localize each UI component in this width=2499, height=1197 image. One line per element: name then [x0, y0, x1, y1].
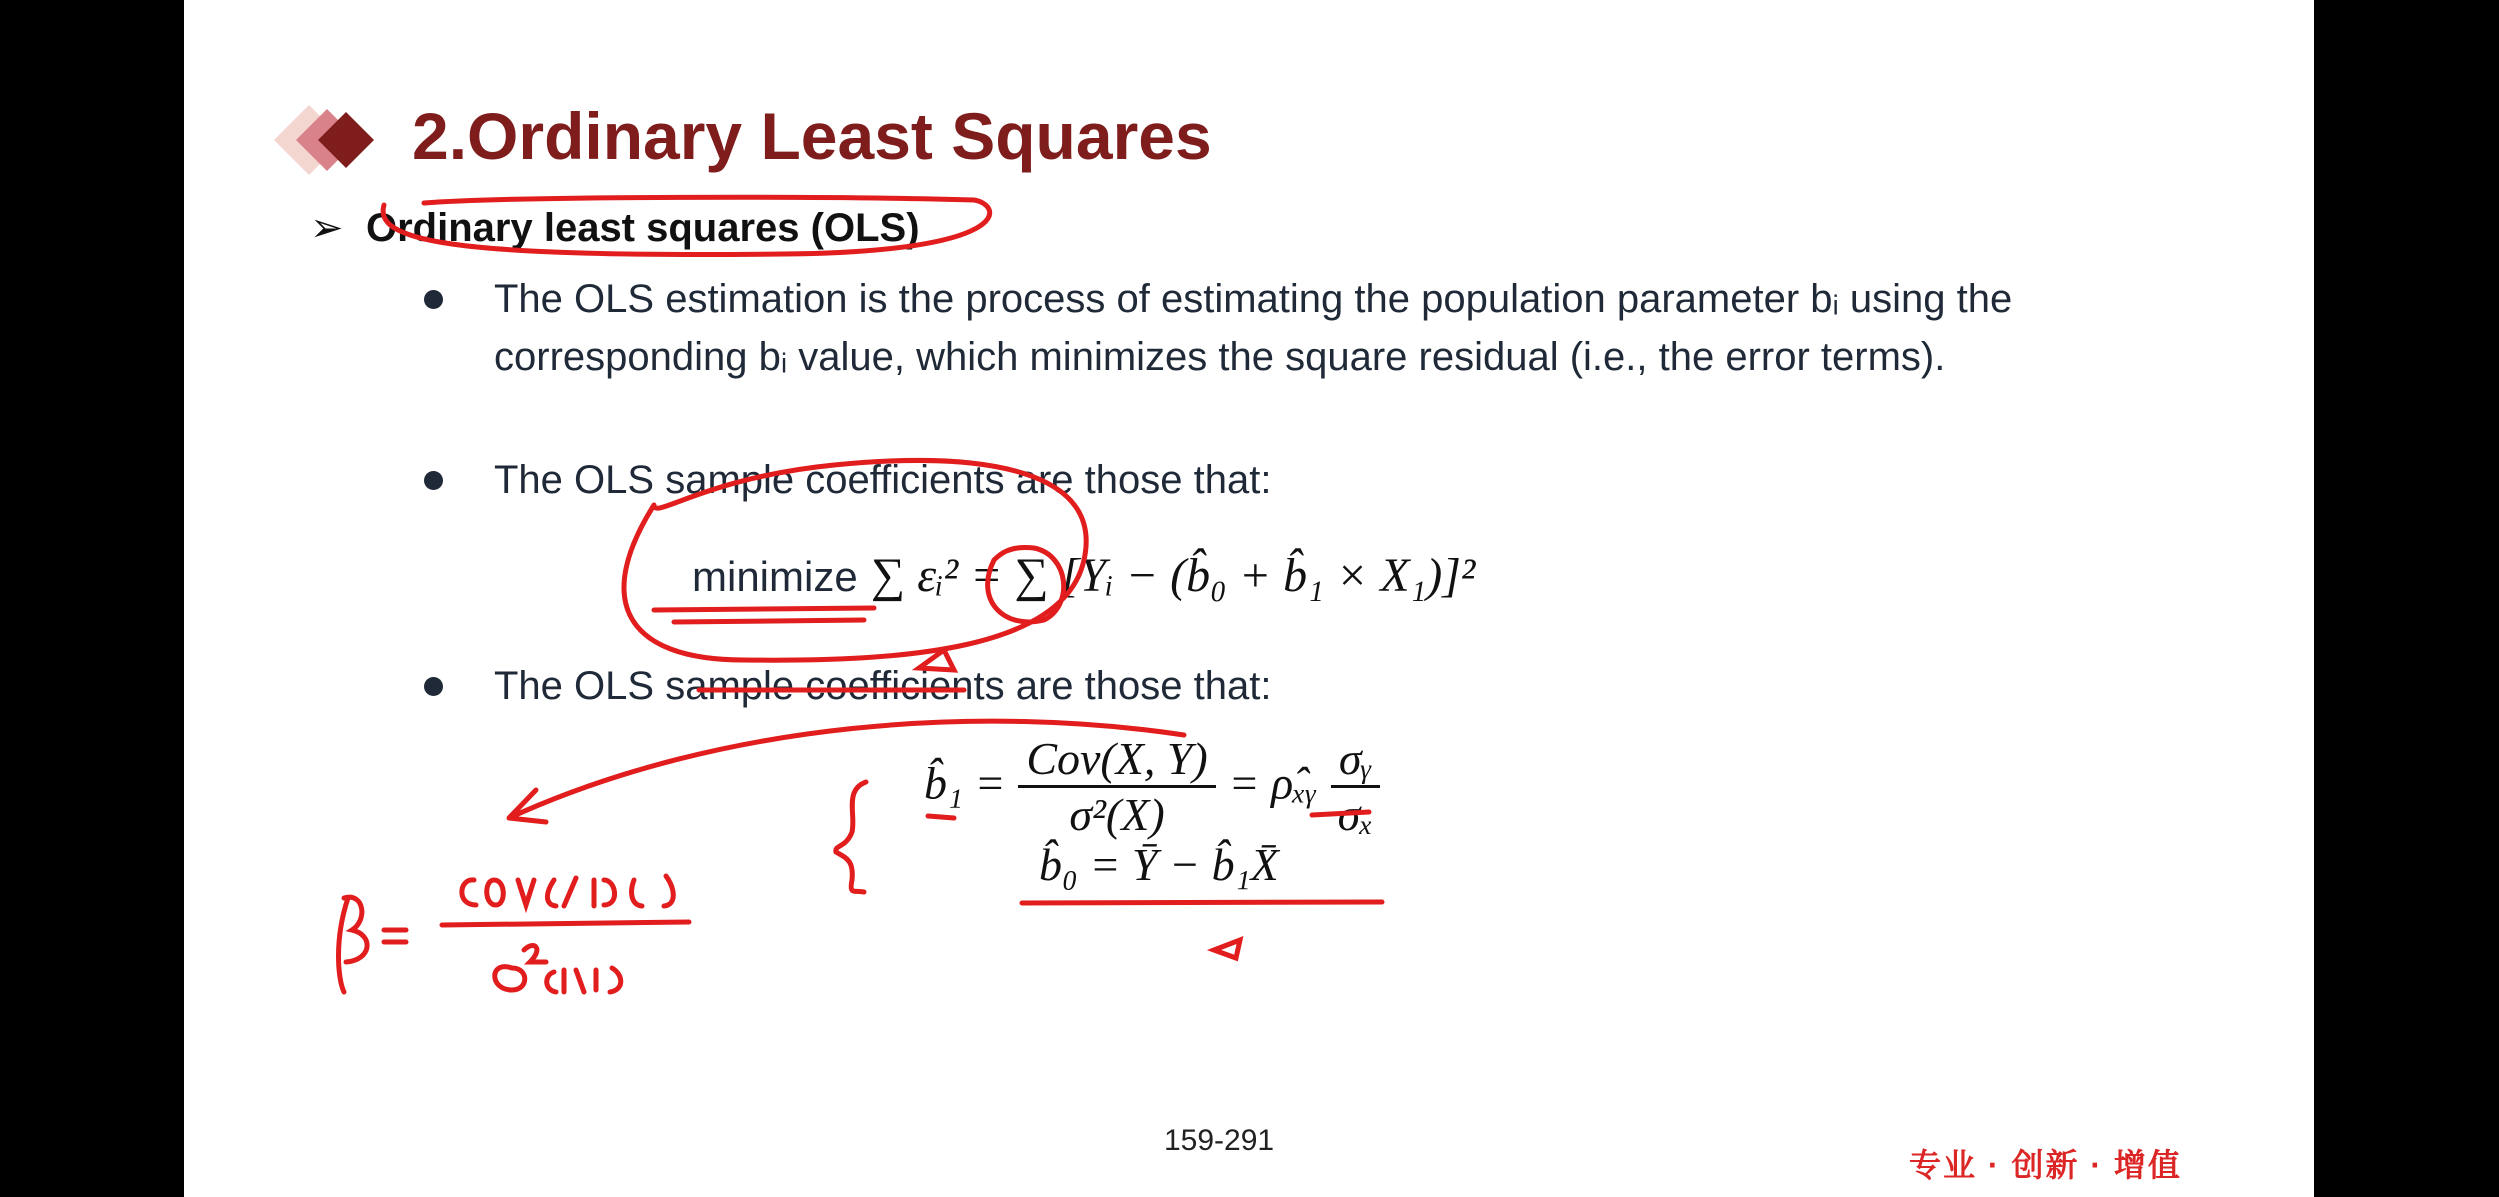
brace-annotation: [836, 782, 866, 892]
bullet-dot-icon: [424, 290, 443, 309]
sigma-denominator: σₓ: [1337, 789, 1374, 840]
slide: [184, 0, 2314, 1197]
handwritten-fraction-bar: [442, 922, 689, 925]
equation-b1: [924, 732, 1381, 841]
b1-lhs: b̂₁ =: [924, 757, 1006, 809]
sigma-fraction: [1330, 732, 1382, 841]
equation-word: minimize: [692, 553, 858, 600]
handwritten-equals: [384, 930, 406, 942]
underline-minimize: [654, 608, 874, 610]
cov-denominator: σ²(X): [1069, 789, 1165, 840]
handwritten-beta: [339, 897, 368, 992]
triangle-mark-2: [1214, 940, 1240, 958]
underline-b0: [1022, 902, 1382, 903]
bullet-dot-icon: [424, 677, 443, 696]
cov-numerator: Cov(X, Y): [1018, 732, 1215, 788]
footer-slogan: 专业 · 创新 · 增值: [1909, 1147, 2182, 1183]
equation-b0: b̂₀ = Ȳ − b̂₁X̄: [1039, 839, 1279, 890]
underline-minimize-2: [674, 620, 864, 622]
cov-fraction: [1018, 732, 1215, 841]
title-diamond-icon: [234, 100, 384, 180]
page-number: 159-291: [1164, 1124, 1275, 1157]
equation-rhs: ∑ εᵢ² = ∑ [Yᵢ − (b̂₀ + b̂₁ × X₁)]²: [871, 549, 1476, 602]
handwritten-sigma-sq: [495, 946, 621, 992]
sigma-numerator: σᵧ: [1331, 732, 1380, 788]
section-bullet: [310, 205, 920, 251]
bullet-text-2: The OLS sample coefficients are those that:: [494, 458, 1272, 502]
rho-term: = ρ̂ₓᵧ: [1228, 757, 1317, 809]
bullet-text-3: The OLS sample coefficients are those that:: [494, 664, 1272, 708]
handwritten-cov: [462, 876, 673, 906]
slide-title: 2.Ordinary Least Squares: [412, 99, 1212, 173]
equation-minimize: [692, 548, 1475, 603]
arrow-bullet-icon: ➢: [310, 206, 344, 250]
bullet-dot-icon: [424, 471, 443, 490]
bullet-text-1: The OLS estimation is the process of estimating the population parameter bᵢ using the corresponding bᵢ value, which minimizes the square residual (i.e., the error terms).: [494, 277, 2013, 379]
section-bullet-text: Ordinary least squares (OLS): [366, 206, 920, 250]
